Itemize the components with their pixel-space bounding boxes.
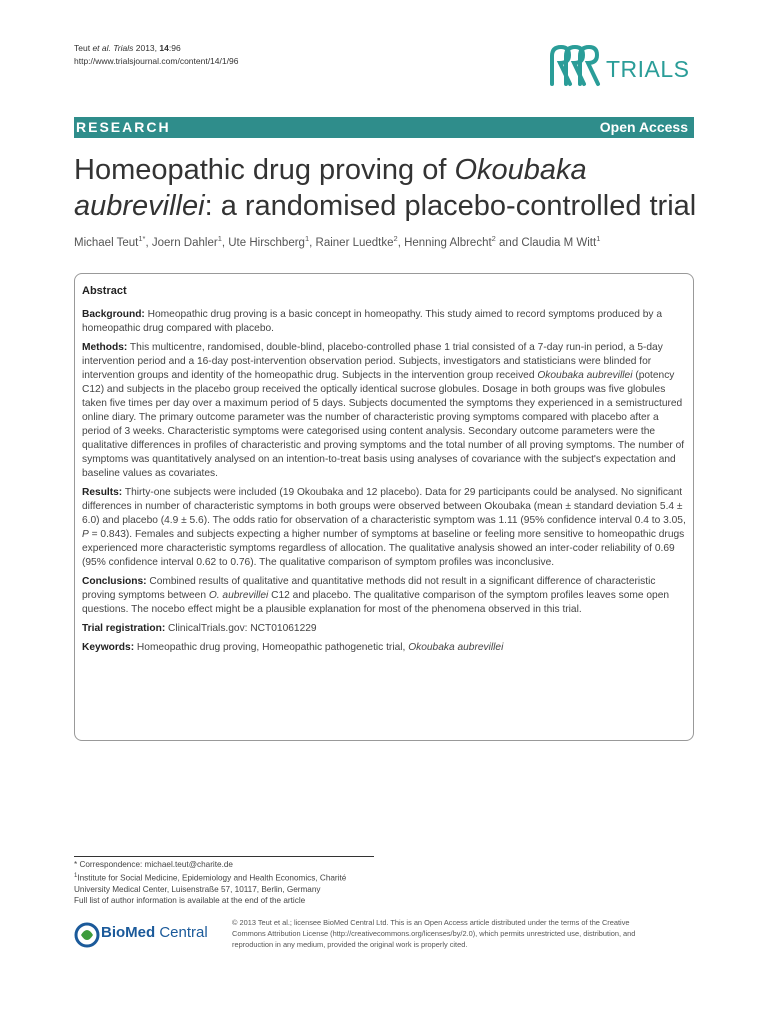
author[interactable]: Henning Albrecht$^2$ bbox=[404, 234, 496, 249]
author-info-note: Full list of author information is available at the end of the article bbox=[74, 896, 306, 906]
citation-journal: Trials bbox=[110, 43, 136, 53]
citation-block bbox=[74, 42, 238, 68]
affiliation-note: $^1$Institute for Social Medicine, Epidemiology and Health Economics, Charité bbox=[74, 872, 347, 883]
citation-volume: 14 bbox=[159, 43, 169, 53]
abstract-methods: Methods: This multicentre, randomised, double-blind, placebo-controlled phase 1 trial consisted of a 7-day run-in period, a 5-day intervention period and a 16-day post-intervention observation period. Subjects, investigators and statisticians were blinded for intervention groups and identity of the homeopathic drug. Subjects in the intervention group received Okoubaka aubrevillei (potency C12) and subjects in the placebo group received the optically identical sucrose globules. Dosage in both groups was five globules taken five times per day over a maximum period of 5 days. Subjects documented the symptoms they experienced in a semistructured online diary. The primary outcome parameter was the number of characteristic proving symptoms compared with placebo after a period of 3 weeks. Characteristic symptoms were categorised using content analysis. Secondary outcome parameters were the qualitative differences in profiles of characteristic and proving symptoms and the total number of all proving symptoms. The number of symptoms was quantitatively analysed on an intention-to-treat basis using analyses of covariance with the subject's expectation and baseline values as covariates. bbox=[82, 342, 685, 479]
license-text bbox=[232, 917, 692, 950]
affiliation-note-cont: University Medical Center, Luisenstraße 57, 10117, Berlin, Germany bbox=[74, 884, 321, 894]
title-species: Okoubaka aubrevillei bbox=[74, 154, 587, 222]
abstract-conclusions: Conclusions: Combined results of qualitative and quantitative methods did not result in a significant difference of characteristic proving symptoms between O. aubrevillei C12 and placebo. The qualitative comparison of the symptom profiles leaves some open questions. The nocebo effect might be a plausible explanation for most of the phenomena observed in this trial. bbox=[82, 576, 670, 615]
license-line[interactable]: Commons Attribution License (http://creativecommons.org/licenses/by/2.0), which permits unrestricted use, distribution, and bbox=[232, 929, 636, 938]
abstract-trial-registration: Trial registration: ClinicalTrials.gov: NCT01061229 bbox=[82, 623, 317, 634]
author-list: Michael Teut$^{1*}$, Joern Dahler$^1$, Ute Hirschberg$^1$, Rainer Luedtke$^2$, Henning Albrecht$^2$ and Claudia M Witt$^1$ bbox=[74, 234, 601, 249]
abstract-keywords: Keywords: Homeopathic drug proving, Homeopathic pathogenetic trial, Okoubaka aubrevillei bbox=[82, 642, 504, 653]
title-part: Homeopathic drug proving of bbox=[74, 154, 455, 186]
abstract-heading: Abstract bbox=[82, 285, 127, 297]
biomed-central-logo-text: BioMed Central bbox=[101, 924, 208, 941]
citation-line bbox=[74, 42, 238, 55]
correspondence-note[interactable]: * Correspondence: michael.teut@charite.de bbox=[74, 860, 233, 869]
author[interactable]: Rainer Luedtke$^2$ bbox=[315, 234, 398, 249]
abstract-content bbox=[82, 284, 688, 660]
footnotes bbox=[74, 859, 346, 907]
footnote-divider bbox=[74, 856, 374, 857]
abstract-results: Results: Thirty-one subjects were included (19 Okoubaka and 12 placebo). Data for 29 participants could be analysed. No significant differences in number of characteristic symptoms in both groups were observed between Okoubaka (mean ± standard deviation 5.4 ± 6.0) and placebo (4.9 ± 5.6). The odds ratio for observation of a characteristic symptom was 1.11 (95% confidence interval 0.4 to 3.05, P = 0.843). Females and subjects expecting a higher number of symptoms at baseline or feeling more sensitive to homeopathic drugs experienced more characteristic symptoms regardless of allocation. The qualitative analysis showed an inter-coder reliability of 0.69 (95% confidence interval 0.62 to 0.76). The qualitative comparison of symptom profiles was inconclusive. bbox=[82, 487, 686, 568]
trials-logo-text: TRIALS bbox=[606, 56, 690, 82]
research-label: RESEARCH bbox=[76, 119, 171, 135]
open-access-label: Open Access bbox=[599, 119, 688, 135]
citation-url[interactable]: http://www.trialsjournal.com/content/14/1/96 bbox=[74, 56, 239, 66]
license-line: © 2013 Teut et al.; licensee BioMed Central Ltd. This is an Open Access article distributed under the terms of the Creative bbox=[232, 918, 630, 927]
author[interactable]: Claudia M Witt$^1$ bbox=[521, 234, 601, 249]
citation-year: 2013, bbox=[135, 43, 160, 53]
abstract-background: Background: Homeopathic drug proving is a basic concept in homeopathy. This study aimed to record symptoms produced by a homeopathic drug compared with placebo. bbox=[82, 309, 663, 334]
citation-etal: et al. bbox=[92, 43, 111, 53]
author[interactable]: Michael Teut$^{1*}$ bbox=[74, 234, 146, 249]
title-part: : a randomised placebo-controlled trial bbox=[204, 190, 697, 222]
author[interactable]: Joern Dahler$^1$ bbox=[151, 234, 222, 249]
article-type-banner bbox=[74, 117, 694, 138]
author[interactable]: Ute Hirschberg$^1$ bbox=[228, 234, 310, 249]
article-title bbox=[74, 152, 704, 224]
citation-issue: :96 bbox=[168, 43, 181, 53]
license-line: reproduction in any medium, provided the original work is properly cited. bbox=[232, 940, 468, 949]
citation-authors: Teut bbox=[74, 43, 93, 53]
